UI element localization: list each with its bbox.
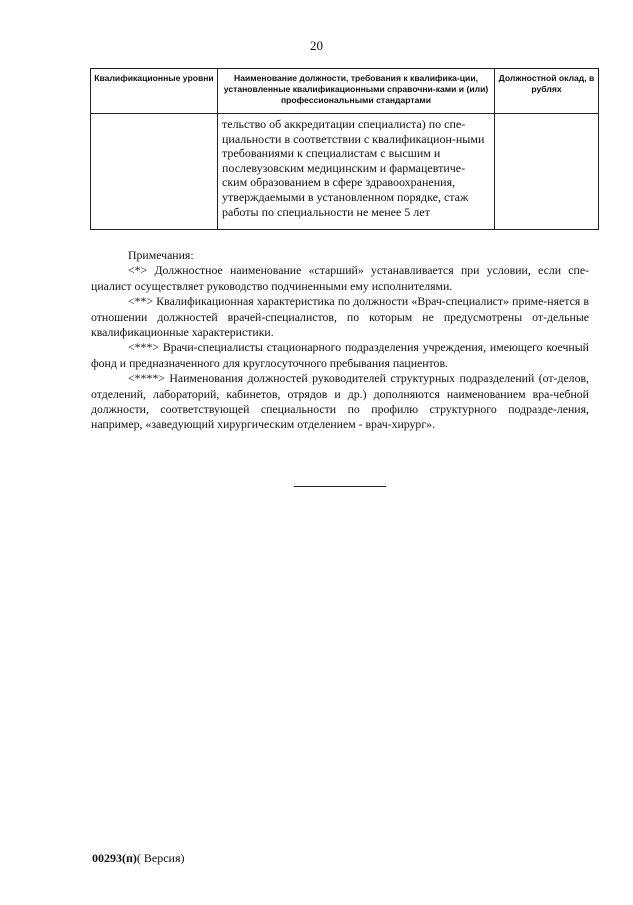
note-item: <***> Врачи-специалисты стационарного подразделения учреждения, имеющего коечный фонд и предназначенного для круглосуточного пребывания пациентов. (91, 340, 589, 370)
qualification-table (90, 68, 599, 230)
note-item: <****> Наименования должностей руководителей структурных подразделений (от-делов, отделений, лабораторий, кабинетов, отрядов и др.) дополняются наименованием вра-чебной должности, соответствующей специальности по профилю структурного подразде-ления, например, «заведующий хирургическим отделением - врач-хирург». (91, 371, 589, 432)
cell-salary (495, 114, 599, 230)
note-item: <*> Должностное наименование «старший» устанавливается при условии, если спе-циалист осуществляет руководство подчиненными ему исполнителями. (91, 263, 589, 293)
note-item: <**> Квалификационная характеристика по должности «Врач-специалист» приме-няется в отношении должностей врачей-специалистов, по которым не предусмотрены от-дельные квалификационные характеристики. (91, 294, 589, 340)
table-row (91, 114, 599, 230)
document-footer (92, 851, 185, 866)
page-number: 20 (310, 38, 323, 53)
document-code: 00293(п) (92, 851, 137, 865)
separator-line (294, 486, 386, 487)
header-position-requirements: Наименование должности, требования к квалифика-ции, установленные квалификационными справочни-ками и (или) профессиональными стандартами (218, 69, 495, 114)
cell-requirements: тельство об аккредитации специалиста) по спе-циальности в соответствии с квалификацион-ными требованиями к специалистам с высшим и послевузовским медицинским и фармацевтиче-ским образованием в сфере здравоохранения, утверждаемыми в установленном порядке, стаж работы по специальности не менее 5 лет (218, 114, 495, 230)
notes-section (91, 248, 589, 433)
cell-level (91, 114, 218, 230)
document-version: ( Версия) (136, 851, 185, 865)
notes-heading: Примечания: (128, 248, 194, 262)
table-header-row (91, 69, 599, 114)
header-qualification-levels: Квалификационные уровни (91, 69, 218, 114)
header-salary: Должностной оклад, в рублях (495, 69, 599, 114)
